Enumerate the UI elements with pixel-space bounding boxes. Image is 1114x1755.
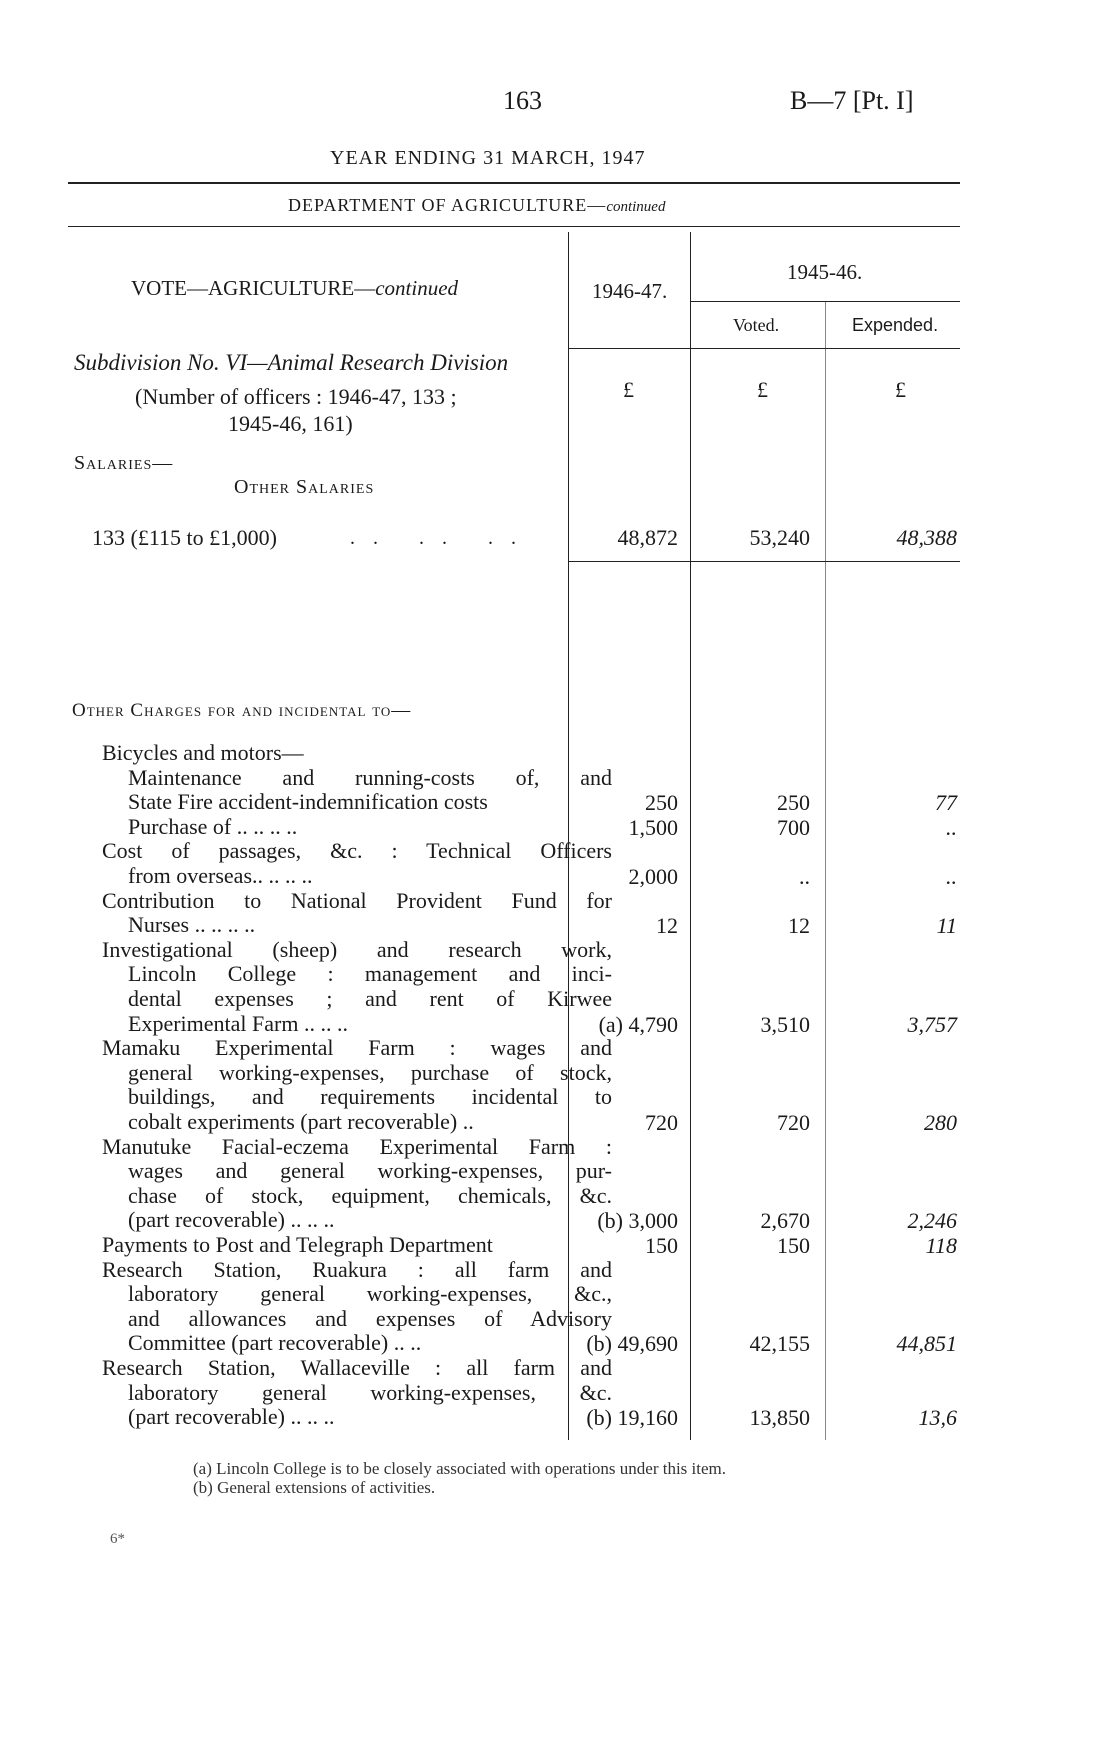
salaries-value-voted: 53,240 — [749, 525, 810, 550]
department-continued: continued — [606, 199, 666, 215]
department-name: DEPARTMENT OF AGRICULTURE— — [288, 195, 607, 215]
rule-department — [68, 226, 960, 227]
charge-value-v1946: (b) 49,690 — [586, 1331, 678, 1357]
charge-item — [102, 1135, 612, 1233]
charge-item-line: Bicycles and motors— — [102, 740, 304, 765]
rule-table-header — [568, 348, 960, 349]
charge-item — [102, 1258, 612, 1356]
rule-top — [68, 182, 960, 184]
charge-item-line: (part recoverable) .. .. .. — [128, 1207, 335, 1233]
charge-item-line: from overseas.. .. .. .. — [128, 862, 313, 888]
charge-value-v1946: (a) 4,790 — [598, 1011, 678, 1037]
charge-item — [102, 766, 612, 815]
charge-item-line: dental expenses ; and rent of Kirwee — [128, 985, 612, 1011]
charge-item-line: general working-expenses, purchase of stock, — [128, 1059, 612, 1085]
charge-item — [102, 1233, 612, 1258]
charge-value-expended: 13,6 — [918, 1405, 957, 1431]
column-expended: Expended. — [852, 315, 939, 335]
page-number: 163 — [503, 86, 542, 115]
vote-heading — [131, 276, 458, 301]
charge-value-expended: 77 — [935, 790, 957, 816]
document-reference: B—7 [Pt. I] — [790, 86, 914, 115]
charge-item — [102, 815, 612, 840]
charge-item — [102, 1036, 612, 1134]
charge-value-voted: 720 — [777, 1110, 810, 1135]
charge-item-line: Manutuke Facial-eczema Experimental Farm : — [102, 1133, 612, 1159]
charge-item-line: (part recoverable) .. .. .. — [128, 1404, 335, 1430]
charge-value-v1946: 720 — [645, 1110, 678, 1135]
charge-value-v1946: 1,500 — [628, 814, 678, 840]
charge-item-line: laboratory general working-expenses, &c., — [128, 1281, 612, 1307]
charge-item-line: Payments to Post and Telegraph Department — [102, 1232, 493, 1257]
officers-line-1: (Number of officers : 1946-47, 133 ; — [135, 384, 457, 409]
charge-item — [102, 741, 612, 766]
charge-item-line: buildings, and requirements incidental to — [128, 1084, 612, 1110]
charge-item-line: and allowances and expenses of Advisory — [128, 1305, 612, 1331]
currency-1946: £ — [623, 377, 634, 402]
footnote-a: (a) Lincoln College is to be closely associated with operations under this item. — [193, 1459, 727, 1478]
footnote-b: (b) General extensions of activities. — [193, 1478, 436, 1497]
currency-voted: £ — [757, 377, 768, 402]
officers-line-2: 1945-46, 161) — [228, 411, 353, 436]
charge-value-voted: .. — [799, 864, 810, 889]
charge-value-v1946: 2,000 — [628, 864, 678, 889]
column-1945-46: 1945-46. — [787, 260, 863, 284]
charge-value-expended: .. — [946, 864, 957, 889]
rule-after-salaries — [568, 561, 960, 562]
subdivision-title: Subdivision No. VI—Animal Research Division — [74, 350, 509, 375]
charge-value-v1946: 250 — [645, 790, 678, 816]
charge-value-expended: 2,246 — [907, 1208, 957, 1234]
charge-item-line: Investigational (sheep) and research work, — [102, 936, 612, 962]
col-rule-2 — [690, 232, 691, 1440]
charge-value-expended: 11 — [936, 913, 957, 939]
charge-item-line: Nurses .. .. .. .. — [128, 912, 256, 938]
department-heading — [288, 195, 665, 216]
charge-item-line: cobalt experiments (part recoverable) .. — [128, 1108, 474, 1134]
charge-item — [102, 1356, 612, 1430]
vote-name: VOTE—AGRICULTURE— — [131, 276, 376, 300]
charge-value-voted: 700 — [777, 814, 810, 840]
charge-item-line: Mamaku Experimental Farm : wages and — [102, 1035, 612, 1061]
charge-value-expended: .. — [946, 814, 957, 840]
vote-continued: continued — [375, 276, 459, 300]
charge-item-line: Lincoln College : management and inci- — [128, 961, 612, 987]
charge-item-line: Research Station, Wallaceville : all farm and — [102, 1355, 612, 1380]
charge-value-expended: 3,757 — [907, 1011, 957, 1037]
salaries-value-1946: 48,872 — [617, 525, 678, 550]
charge-value-v1946: 12 — [656, 913, 678, 939]
charge-item-line: Experimental Farm .. .. .. — [128, 1010, 348, 1036]
salaries-heading: Salaries— — [74, 452, 174, 474]
charge-item-line: Research Station, Ruakura : all farm and — [102, 1256, 612, 1282]
salaries-row-dots: .. .. .. — [350, 527, 534, 549]
charge-value-voted: 250 — [777, 790, 810, 816]
rule-1945-span — [690, 301, 960, 302]
charge-value-voted: 3,510 — [760, 1011, 810, 1037]
charge-value-v1946: (b) 3,000 — [597, 1208, 678, 1234]
charge-item-line: Purchase of .. .. .. .. — [128, 813, 298, 839]
page-title: YEAR ENDING 31 MARCH, 1947 — [330, 147, 646, 169]
charge-value-voted: 13,850 — [749, 1405, 810, 1431]
charge-item — [102, 938, 612, 1036]
other-charges-heading: Other Charges for and incidental to— — [72, 700, 412, 721]
charge-value-voted: 12 — [788, 913, 810, 939]
charge-value-voted: 150 — [777, 1233, 810, 1258]
charge-item-line: Contribution to National Provident Fund for — [102, 887, 612, 913]
charge-item-line: State Fire accident-indemnification costs — [128, 789, 488, 815]
charge-item-line: wages and general working-expenses, pur- — [128, 1158, 612, 1184]
charge-value-expended: 280 — [924, 1110, 957, 1135]
charge-item — [102, 839, 612, 888]
charge-item-line: laboratory general working-expenses, &c. — [128, 1379, 612, 1405]
col-rule-3 — [825, 302, 826, 1440]
salaries-value-expended: 48,388 — [896, 525, 957, 550]
currency-expended: £ — [895, 377, 906, 402]
charge-item-line: Maintenance and running-costs of, and — [128, 764, 612, 790]
charge-item — [102, 889, 612, 938]
column-1946-47: 1946-47. — [592, 279, 668, 303]
signature-mark: 6* — [110, 1531, 125, 1547]
charge-value-voted: 42,155 — [749, 1331, 810, 1357]
charge-item-line: chase of stock, equipment, chemicals, &c. — [128, 1182, 612, 1208]
charge-value-v1946: (b) 19,160 — [586, 1405, 678, 1431]
column-voted: Voted. — [733, 315, 780, 335]
salaries-row-label: 133 (£115 to £1,000) — [92, 525, 277, 550]
charge-value-expended: 118 — [925, 1233, 957, 1258]
other-salaries-heading: Other Salaries — [234, 476, 375, 498]
charge-item-line: Committee (part recoverable) .. .. — [128, 1330, 422, 1356]
charge-value-expended: 44,851 — [896, 1331, 957, 1357]
charge-value-v1946: 150 — [645, 1233, 678, 1258]
charge-item-line: Cost of passages, &c. : Technical Officers — [102, 838, 612, 864]
charge-value-voted: 2,670 — [760, 1208, 810, 1234]
